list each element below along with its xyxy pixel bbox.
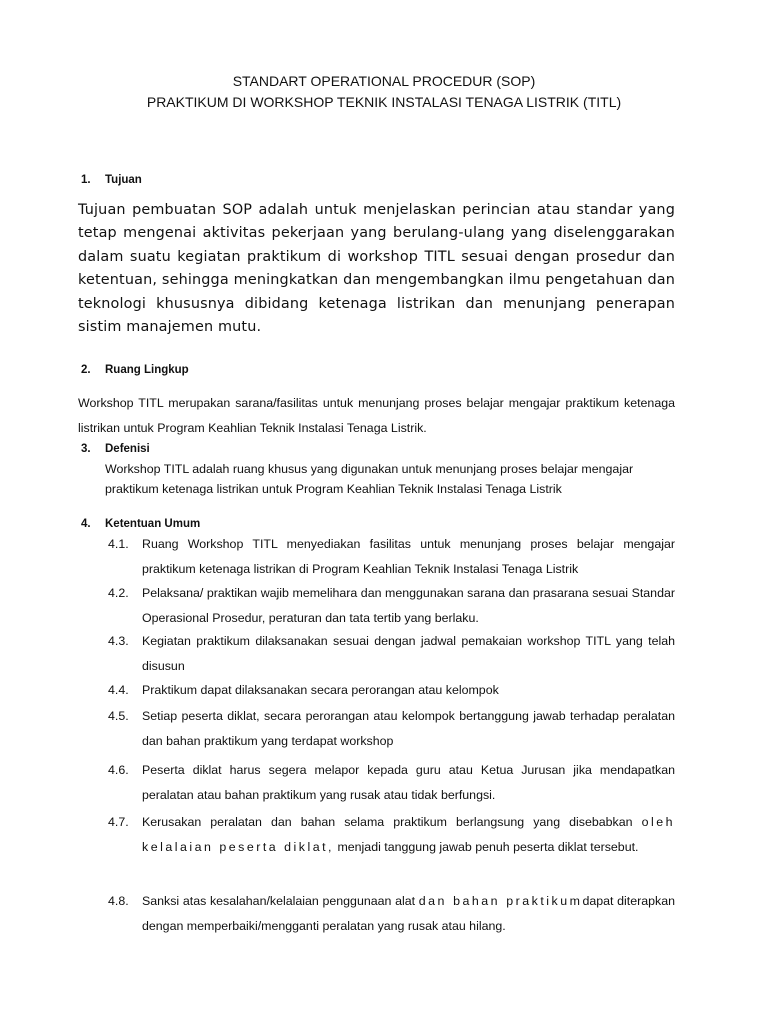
document-title-line1: STANDART OPERATIONAL PROCEDUR (SOP) (232, 73, 536, 89)
list-item-text-part: Sanksi atas kesalahan/kelalaian penggunaan alat (142, 894, 419, 908)
section-1-title: Tujuan (105, 174, 142, 186)
list-item-text (142, 889, 675, 938)
list-item-text-spaced: dan bahan praktikum (418, 894, 583, 908)
section-4-title: Ketentuan Umum (105, 518, 201, 530)
list-item-text-part: menjadi tanggung jawab penuh peserta diklat tersebut. (334, 839, 639, 854)
list-item-number: 4.6. (108, 763, 129, 777)
section-2-text: Workshop TITL merupakan sarana/fasilitas untuk menunjang proses belajar mengajar praktikum ketenaga listrikan untuk Program Keahlian Teknik Instalasi Tenaga Listrik. (78, 396, 675, 435)
list-item-number: 4.2. (108, 586, 129, 600)
section-2-title: Ruang Lingkup (105, 364, 189, 376)
section-1-text: Tujuan pembuatan SOP adalah untuk menjelaskan perincian atau standar yang tetap mengenai aktivitas pekerjaan yang berulang-ulang yang diselenggarakan dalam suatu kegiatan praktikum di workshop TITL sesuai dengan prosedur dan ketentuan, sehingga meningkatkan dan mengembangkan ilmu pengetahuan dan teknologi khususnya dibidang ketenaga listrikan dan menunjang penerapan sistim manajemen mutu. (78, 202, 675, 336)
list-item-text: Kegiatan praktikum dilaksanakan sesuai dengan jadwal pemakaian workshop TITL yang telah disusun (142, 634, 675, 673)
list-item-text-part: dapat diterapkan dengan memperbaiki/mengganti peralatan yang rusak atau hilang. (142, 894, 675, 933)
list-item-text: Pelaksana/ praktikan wajib memelihara dan menggunakan sarana dan prasarana sesuai Standar Operasional Prosedur, peraturan dan tata tertib yang berlaku. (142, 586, 675, 625)
list-item-text: Praktikum dapat dilaksanakan secara perorangan atau kelompok (142, 683, 499, 697)
list-item-number: 4.4. (108, 683, 129, 697)
list-item-number: 4.3. (108, 634, 129, 648)
section-3-title: Defenisi (105, 443, 150, 455)
list-item-text (142, 810, 675, 859)
section-1-number: 1. (81, 174, 91, 186)
list-item-text: Setiap peserta diklat, secara perorangan atau kelompok bertanggung jawab terhadap peralatan dan bahan praktikum yang terdapat workshop (142, 709, 675, 748)
list-item-number: 4.8. (108, 894, 129, 908)
section-3-text: Workshop TITL adalah ruang khusus yang digunakan untuk menunjang proses belajar mengajar praktikum ketenaga listrikan untuk Program Keahlian Teknik Instalasi Tenaga Listrik (105, 462, 634, 496)
list-item-number: 4.1. (108, 537, 129, 551)
list-item-text: Ruang Workshop TITL menyediakan fasilitas untuk menunjang proses belajar mengajar praktikum ketenaga listrikan di Program Keahlian Teknik Instalasi Tenaga Listrik (142, 537, 675, 576)
section-4-number: 4. (81, 518, 91, 530)
list-item-text-part: Kerusakan peralatan dan bahan selama praktikum berlangsung yang disebabkan (142, 815, 642, 829)
list-item-number: 4.5. (108, 709, 129, 723)
list-item-text: Peserta diklat harus segera melapor kepada guru atau Ketua Jurusan jika mendapatkan peralatan atau bahan praktikum yang rusak atau tidak berfungsi. (142, 763, 675, 802)
document-title-line2: PRAKTIKUM DI WORKSHOP TEKNIK INSTALASI TENAGA LISTRIK (TITL) (146, 94, 622, 110)
list-item-number: 4.7. (108, 815, 129, 829)
list-item-text-spaced: oleh kelalaian peserta diklat, (142, 815, 675, 854)
section-2-number: 2. (81, 364, 91, 376)
section-3-number: 3. (81, 443, 91, 455)
